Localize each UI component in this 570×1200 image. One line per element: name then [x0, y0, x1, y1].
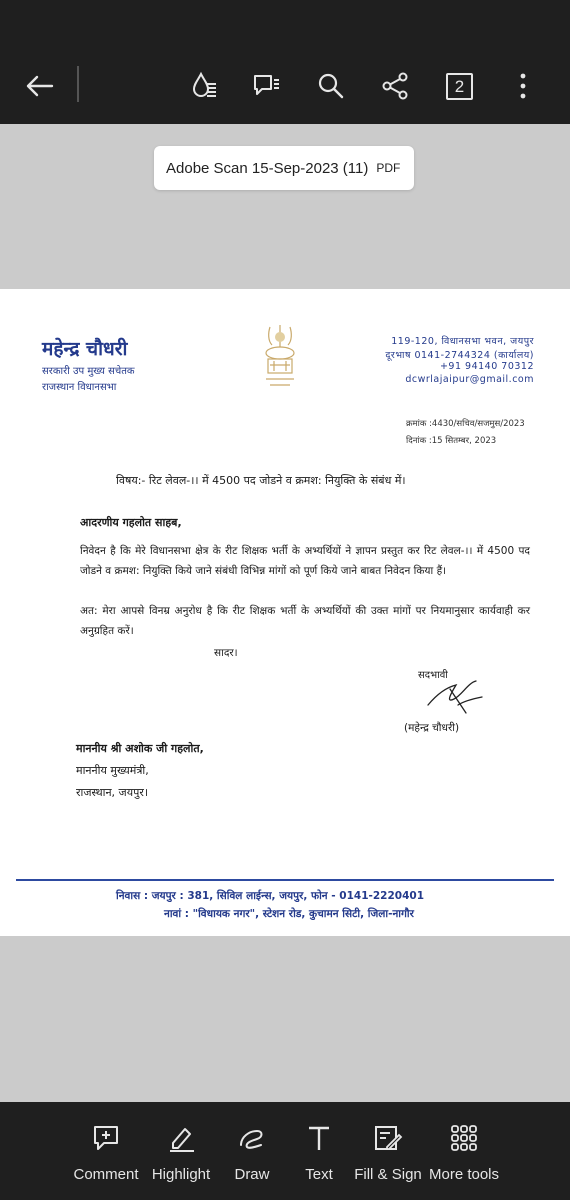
- draw-icon: [236, 1122, 268, 1154]
- file-name: Adobe Scan 15-Sep-2023 (11): [166, 159, 369, 177]
- comment-add-icon: [90, 1122, 122, 1154]
- text-tool[interactable]: [301, 1122, 337, 1192]
- phone-mobile: +91 94140 70312: [439, 361, 534, 372]
- email-address: dcwrlajaipur@gmail.com: [405, 374, 534, 385]
- top-toolbar: [0, 0, 570, 124]
- phone-office: दूरभाष 0141-2744324 (कार्यालय): [385, 350, 534, 361]
- text-icon: [303, 1122, 335, 1154]
- reference-date: दिनांक :15 सितम्बर, 2023: [406, 436, 497, 446]
- tool-label: Comment: [73, 1166, 139, 1183]
- state-emblem-icon: [256, 319, 304, 399]
- tool-label: More tools: [428, 1166, 500, 1183]
- grid-icon: [448, 1122, 480, 1154]
- tool-label: Text: [305, 1166, 333, 1183]
- page-count-icon[interactable]: 2: [446, 73, 473, 100]
- body-paragraph-1: निवेदन है कि मेरे विधानसभा क्षेत्र के रीट शिक्षक भर्ती के अभ्यर्थियों ने ज्ञापन प्रस्तुत कर रिट लेवल-।। में 4500 पद जोडने व क्रमश: नियुक्ति किये जाने संबंधी विभिन्न मांगों को पूर्ण किये जाने बाबत निवेदन किया हैं।: [80, 545, 530, 577]
- document-page[interactable]: [0, 289, 570, 936]
- closing-text: सादर।: [214, 647, 238, 659]
- sign-off: सदभावी: [418, 670, 448, 681]
- arrow-left-icon[interactable]: [19, 66, 59, 106]
- recipient-name: माननीय श्री अशोक जी गहलोत,: [76, 742, 204, 755]
- liquid-mode-icon[interactable]: [184, 66, 224, 106]
- footer-residence: निवास : जयपुर : 381, सिविल लाईन्स, जयपुर, फोन - 0141-2220401: [116, 890, 425, 902]
- search-icon[interactable]: [311, 66, 351, 106]
- fill-sign-tool[interactable]: [355, 1122, 421, 1192]
- footer-nawan: नावां : "विधायक नगर", स्टेशन रोड, कुचामन सिटी, जिला-नागौर: [164, 908, 414, 920]
- recipient-designation: माननीय मुख्यमंत्री,: [76, 764, 149, 777]
- tool-label: Highlight: [151, 1166, 211, 1183]
- more-vertical-icon[interactable]: [503, 66, 543, 106]
- toolbar-divider: [77, 66, 79, 102]
- more-tools[interactable]: [430, 1122, 498, 1192]
- file-type: PDF: [376, 161, 401, 175]
- fill-sign-icon: [372, 1122, 404, 1154]
- share-icon[interactable]: [375, 66, 415, 106]
- signature-icon: [420, 675, 490, 717]
- letterhead-name: महेन्द्र चौधरी: [42, 338, 128, 360]
- tool-label: Fill & Sign: [354, 1166, 422, 1183]
- bottom-toolbar: [0, 1102, 570, 1200]
- file-name-chip: [154, 146, 414, 190]
- comments-list-icon[interactable]: [246, 66, 286, 106]
- comment-tool[interactable]: [74, 1122, 138, 1192]
- body-paragraph-2: अत: मेरा आपसे विनम्र अनुरोध है कि रीट शिक्षक भर्ती के अभ्यर्थियों की उक्त मांगों पर नियमानुसार कार्यवाही कर अनुग्रहित करें।: [80, 605, 530, 637]
- draw-tool[interactable]: [234, 1122, 270, 1192]
- footer-divider: [16, 879, 554, 881]
- reference-number: क्रमांक :4430/सचिव/सजमुस/2023: [406, 419, 525, 429]
- address-line: 119-120, विधानसभा भवन, जयपुर: [391, 336, 534, 347]
- signatory-name: (महेन्द्र चौधरी): [404, 722, 460, 734]
- highlight-tool[interactable]: [152, 1122, 210, 1192]
- highlighter-icon: [165, 1122, 197, 1154]
- tool-label: Draw: [234, 1166, 270, 1183]
- recipient-place: राजस्थान, जयपुर।: [76, 786, 149, 799]
- letterhead-title: सरकारी उप मुख्य सचेतक: [42, 366, 135, 377]
- salutation: आदरणीय गहलोत साहब,: [80, 516, 182, 529]
- letterhead-assembly: राजस्थान विधानसभा: [42, 382, 117, 393]
- letter-subject: विषय:- रिट लेवल-।। में 4500 पद जोडने व क्रमश: नियुक्ति के संबंध में।: [116, 474, 406, 487]
